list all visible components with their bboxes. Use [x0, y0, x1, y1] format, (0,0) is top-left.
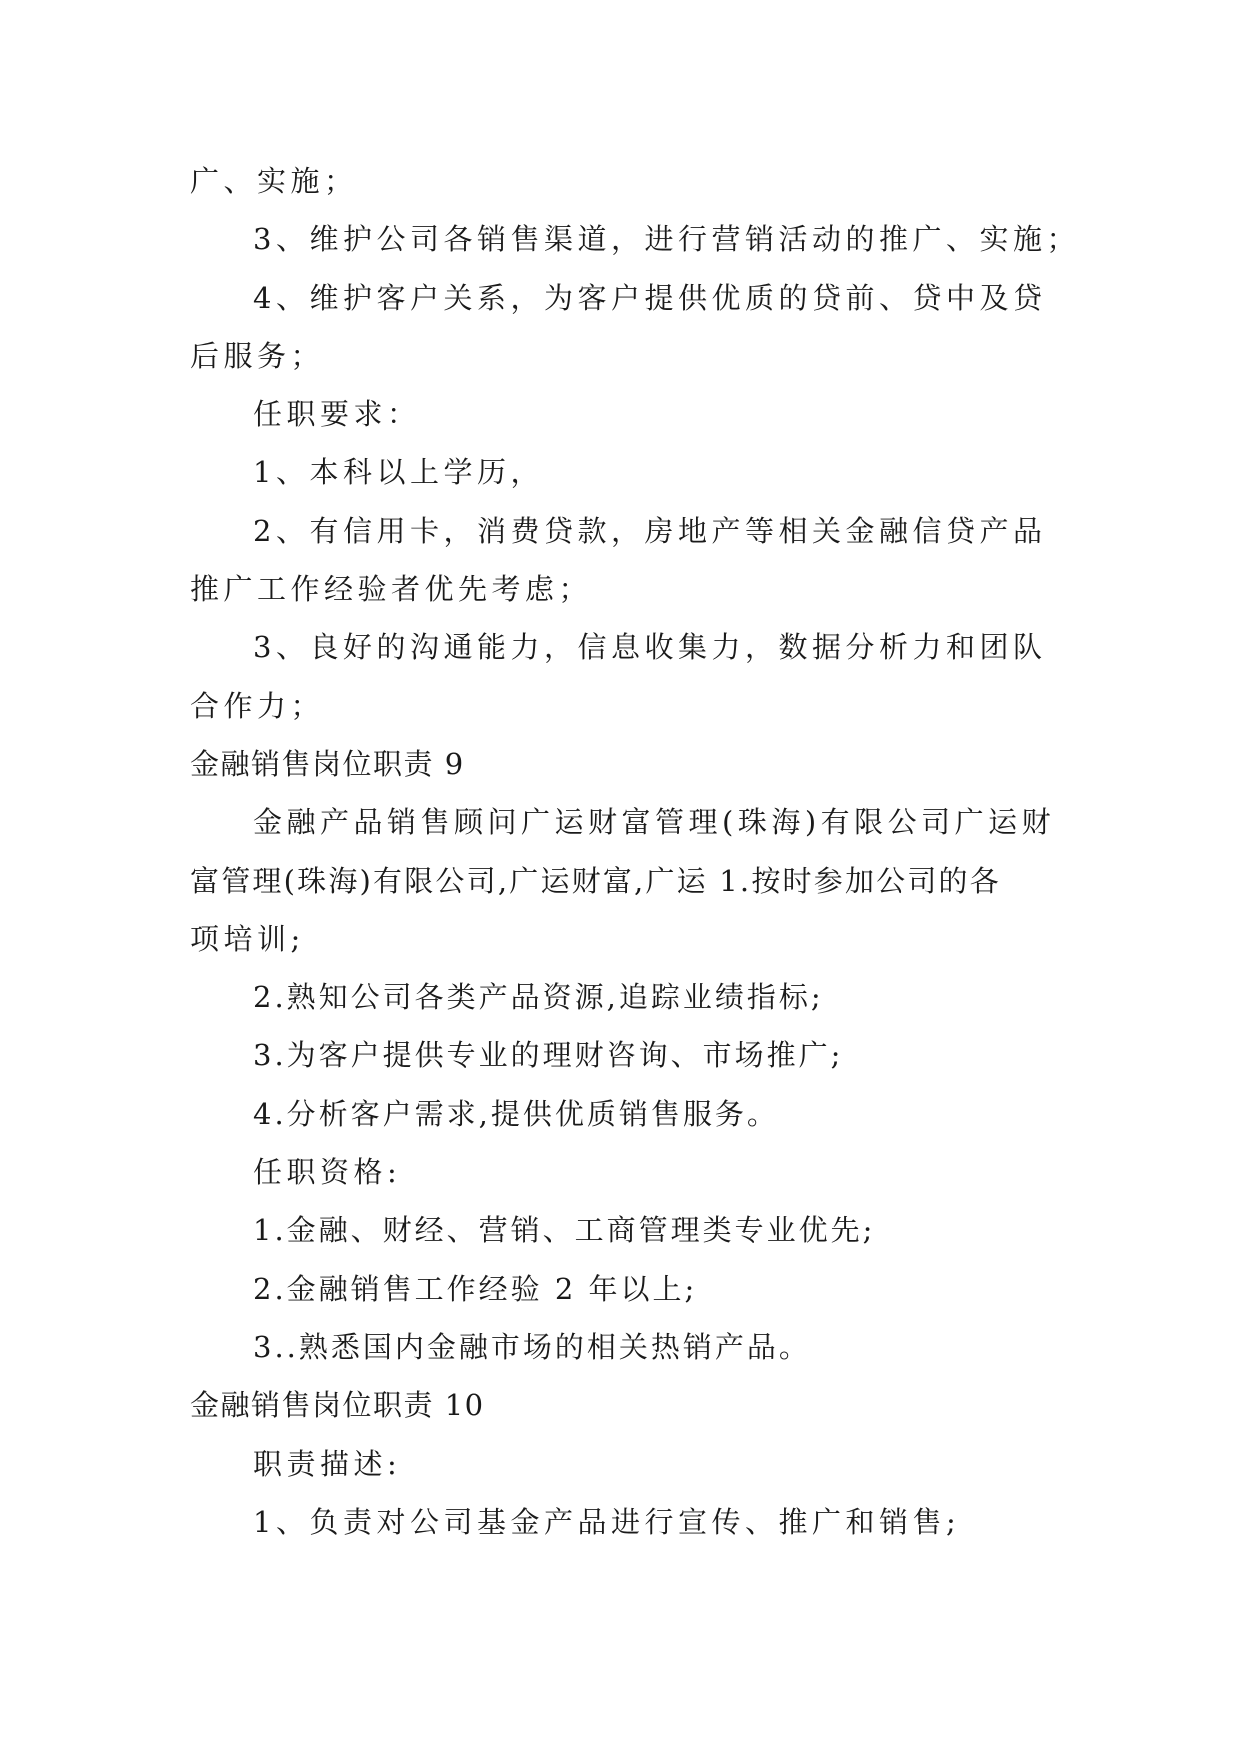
list-item: 2.金融销售工作经验 2 年以上; — [253, 1271, 698, 1306]
section-label: 职责描述: — [253, 1446, 402, 1481]
list-item: 1.金融、财经、营销、工商管理类专业优先; — [253, 1213, 876, 1248]
paragraph-line: 合作力； — [190, 688, 325, 723]
paragraph-line: 项培训; — [190, 921, 305, 956]
list-item: 2、有信用卡，消费贷款，房地产等相关金融信贷产品 — [253, 513, 1047, 548]
paragraph-line: 富管理(珠海)有限公司,广运财富,广运 1.按时参加公司的各 — [190, 863, 1001, 898]
list-item: 3.为客户提供专业的理财咨询、市场推广; — [253, 1038, 844, 1073]
list-item: 2.熟知公司各类产品资源,追踪业绩指标; — [253, 980, 824, 1015]
list-item: 4.分析客户需求,提供优质销售服务。 — [253, 1096, 779, 1131]
list-item: 1、本科以上学历， — [253, 455, 544, 490]
paragraph-line: 金融产品销售顾问广运财富管理(珠海)有限公司广运财 — [253, 805, 1056, 840]
section-heading: 金融销售岗位职责 10 — [190, 1388, 485, 1423]
section-label: 任职资格: — [253, 1155, 402, 1190]
paragraph-line: 4、维护客户关系，为客户提供优质的贷前、贷中及贷 — [253, 280, 1047, 315]
section-heading: 金融销售岗位职责 9 — [190, 746, 465, 781]
paragraph-line: 推广工作经验者优先考虑； — [190, 572, 593, 607]
paragraph-line: 3、维护公司各销售渠道，进行营销活动的推广、实施； — [253, 222, 1080, 257]
list-item: 1、负责对公司基金产品进行宣传、推广和销售; — [253, 1504, 961, 1539]
paragraph-line: 后服务； — [190, 338, 325, 373]
list-item: 3..熟悉国内金融市场的相关热销产品。 — [253, 1329, 811, 1364]
paragraph-line: 广、实施； — [190, 164, 358, 198]
document-body — [190, 152, 1080, 1551]
section-label: 任职要求： — [253, 397, 421, 432]
list-item: 3、良好的沟通能力，信息收集力，数据分析力和团队 — [253, 630, 1047, 665]
